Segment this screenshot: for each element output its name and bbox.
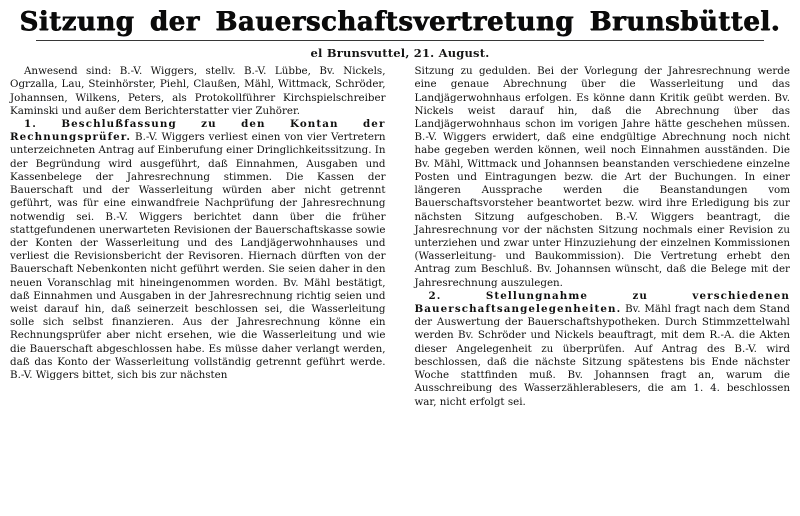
article-columns	[10, 65, 790, 409]
paragraph-agenda-item-1	[10, 118, 386, 382]
dateline: el Brunsvuttel, 21. August.	[310, 46, 490, 61]
section-body-1: B.-V. Wiggers verliest einen von vier Vertretern unterzeichneten Antrag auf Einberufung einer Dringlichkeitssitzung. In der Begründung wird ausgeführt, daß Einnahmen, Ausgaben und Kassenbelege der Jahresrechnung stimmen. Die Kassen der Bauerschaft und der Wasserleitung würden aber nicht getrennt geführt, was für eine einwandfreie Nachprüfung der Jahresrechnung notwendig sei. B.-V. Wiggers berichtet dann über die früher stattgefundenen unerwarteten Revisionen der Bauerschaftskasse sowie der Konten der Wasserleitung und des Landjägerwohnhauses und verliest die Revisionsbericht der Revisoren. Hiernach dürften von der Bauerschaft Nebenkonten nicht geführt werden. Sie seien daher in den neuen Voranschlag mit hineingenommen worden. Bv. Mähl bestätigt, daß Einnahmen und Ausgaben in der Jahresrechnung richtig seien und weist darauf hin, daß seinerzeit beschlossen sei, die Wasserleitung solle sich selbst finanzieren. Aus der Jahresrechnung könne ein Rechnungsprüfer aber nicht ersehen, wie die Wasserleitung und wie die Bauerschaft abgeschlossen habe. Es müsse daher verlangt werden, daß das Konto der Wasserleitung vollständig getrennt geführt werde. B.-V. Wiggers bittet, sich bis zur nächsten	[10, 131, 386, 382]
paragraph-continuation: Sitzung zu gedulden. Bei der Vorlegung der Jahresrechnung werde eine genaue Abrechnung über die Wasserleitung und das Landjägerwohnhaus erfolgen. Es könne dann Kritik geübt werden. Bv. Nickels weist darauf hin, daß die Abrechnung über das Landjägerwohnhaus schon im vorigen Jahre hätte geschehen müssen. B.-V. Wiggers erwidert, daß eine endgültige Abrechnung noch nicht habe gegeben werden können, weil noch Einnahmen ausständen. Die Bv. Mähl, Wittmack und Johannsen beanstanden verschiedene einzelne Posten und Eintragungen bezw. die Art der Buchungen. In einer längeren Aussprache werden die Beanstandungen vom Bauerschaftsvorsteher beantwortet bezw. wird ihre Erledigung bis zur nächsten Sitzung aufgeschoben. B.-V. Wiggers beantragt, die Jahresrechnung vor der nächsten Sitzung nochmals einer Revision zu unterziehen und zwar unter Hinzuziehung der einzelnen Kommissionen (Wasserleitung- und Baukommission). Die Vertretung erhebt den Antrag zum Beschluß. Bv. Johannsen wünscht, daß die Belege mit der Jahresrechnung auszulegen.	[414, 65, 790, 289]
section-heading-2: 2. Stellungnahme zu verschiedenen Bauerschaftsangelegenheiten.	[414, 289, 790, 316]
paragraph-agenda-item-2	[414, 290, 790, 409]
page-title: Sitzung der Bauerschaftsvertretung Brunsbüttel.	[19, 7, 781, 37]
paragraph-attendance: Anwesend sind: B.-V. Wiggers, stellv. B.-V. Lübbe, Bv. Nickels, Ogrzalla, Lau, Steinhörster, Piehl, Claußen, Mähl, Wittmack, Schröder, Johannsen, Wilkens, Peters, als Protokollführer Kirchspielschreiber Kaminski und außer dem Berichterstatter vier Zuhörer.	[10, 65, 386, 117]
section-body-2: Bv. Mähl fragt nach dem Stand der Auswertung der Bauerschaftshypotheken. Durch Stimmzettelwahl werden Bv. Schröder und Nickels beauftragt, mit dem R.-A. die Akten dieser Angelegenheit zu überprüfen. Auf Antrag des B.-V. wird beschlossen, daß die nächste Sitzung spätestens bis Ende nächster Woche stattfinden muß. Bv. Johannsen fragt an, warum die Ausschreibung des Wasserzählerablesers, die am 1. 4. beschlossen war, nicht erfolgt sei.	[414, 303, 790, 408]
column-gutter	[400, 65, 401, 409]
section-heading-1: 1. Beschlußfassung zu den Kontan der Rechnungsprüfer.	[10, 117, 386, 144]
column-left	[10, 65, 386, 382]
column-right	[414, 65, 790, 409]
title-divider	[36, 40, 764, 41]
